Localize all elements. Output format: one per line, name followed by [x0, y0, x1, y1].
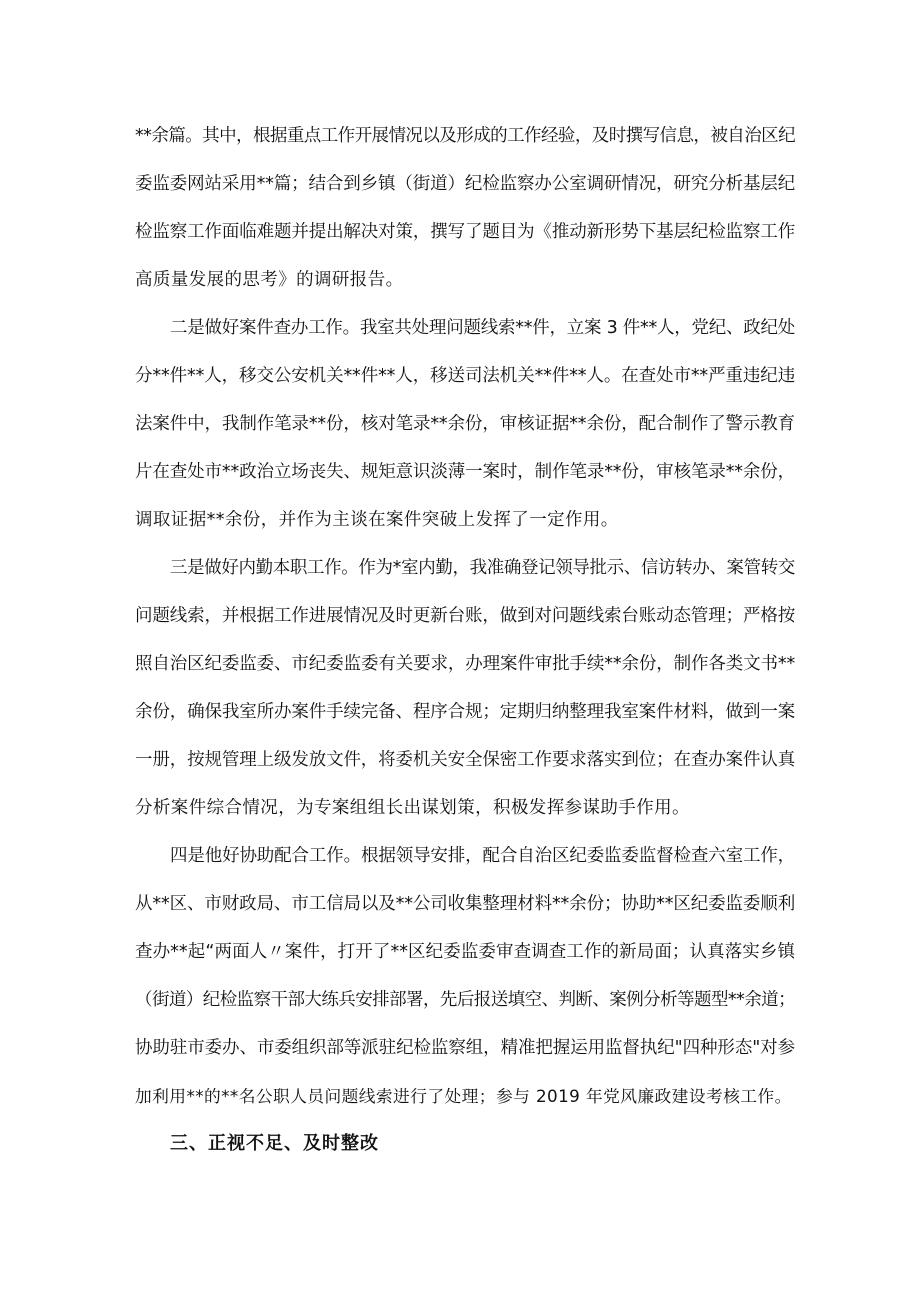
- paragraph-3-line-2: 问题线索，并根据工作进展情况及时更新台账，做到对问题线索台账动态管理；严格按: [135, 606, 795, 626]
- paragraph-3-line-1: 三是做好内勤本职工作。作为*室内勤，我准确登记领导批示、信访转办、案管转交: [170, 558, 795, 578]
- paragraph-3-line-4: 余份，确保我室所办案件手续完备、程序合规；定期归纳整理我室案件材料，做到一案: [135, 702, 795, 722]
- paragraph-3-line-6: 分析案件综合情况，为专案组组长出谋划策，积极发挥参谋助手作用。: [135, 798, 690, 818]
- section-heading: 三、正视不足、及时整改: [170, 1133, 379, 1154]
- paragraph-2-line-2: 分**件**人，移交公安机关**件**人，移送司法机关**件**人。在查处市**严重违纪违: [135, 366, 795, 386]
- paragraph-2-line-1: 二是做好案件查办工作。我室共处理问题线索**件，立案 3 件**人，党纪、政纪处: [170, 318, 795, 338]
- paragraph-1-line-4: 高质量发展的思考》的调研报告。: [135, 270, 404, 290]
- paragraph-4-line-3: 查办**起“两面人〃案件，打开了**区纪委监委审查调查工作的新局面；认真落实乡镇: [135, 942, 795, 962]
- paragraph-4-line-6: 加利用**的**名公职人员问题线索进行了处理；参与 2019 年党风廉政建设考核工作。: [135, 1086, 792, 1106]
- paragraph-3-line-5: 一册，按规管理上级发放文件，将委机关安全保密工作要求落实到位；在查办案件认真: [135, 750, 795, 770]
- paragraph-3-line-3: 照自治区纪委监委、市纪委监委有关要求，办理案件审批手续**余份，制作各类文书**: [135, 654, 795, 674]
- paragraph-4-line-5: 协助驻市委办、市委组织部等派驻纪检监察组，精准把握运用监督执纪"四种形态"对参: [135, 1038, 795, 1058]
- paragraph-4-line-1: 四是他好协助配合工作。根据领导安排，配合自治区纪委监委监督检查六室工作，: [170, 846, 795, 866]
- paragraph-1-line-3: 检监察工作面临难题并提出解决对策，撰写了题目为《推动新形势下基层纪检监察工作: [135, 222, 795, 242]
- paragraph-2-line-4: 片在查处市**政治立场丧失、规矩意识淡薄一案时，制作笔录**份，审核笔录**余份，: [135, 462, 795, 482]
- paragraph-1-line-2: 委监委网站采用**篇；结合到乡镇（街道）纪检监察办公室调研情况，研究分析基层纪: [135, 174, 795, 194]
- paragraph-2-line-3: 法案件中，我制作笔录**份，核对笔录**余份，审核证据**余份，配合制作了警示教育: [135, 414, 795, 434]
- paragraph-4-line-4: （街道）纪检监察干部大练兵安排部署，先后报送填空、判断、案例分析等题型**余道；: [135, 990, 795, 1010]
- paragraph-2-line-5: 调取证据**余份，并作为主谈在案件突破上发挥了一定作用。: [135, 510, 619, 530]
- paragraph-4-line-2: 从**区、市财政局、市工信局以及**公司收集整理材料**余份；协助**区纪委监委顺利: [135, 894, 795, 914]
- paragraph-1-line-1: **余篇。其中，根据重点工作开展情况以及形成的工作经验，及时撰写信息，被自治区纪: [135, 126, 795, 146]
